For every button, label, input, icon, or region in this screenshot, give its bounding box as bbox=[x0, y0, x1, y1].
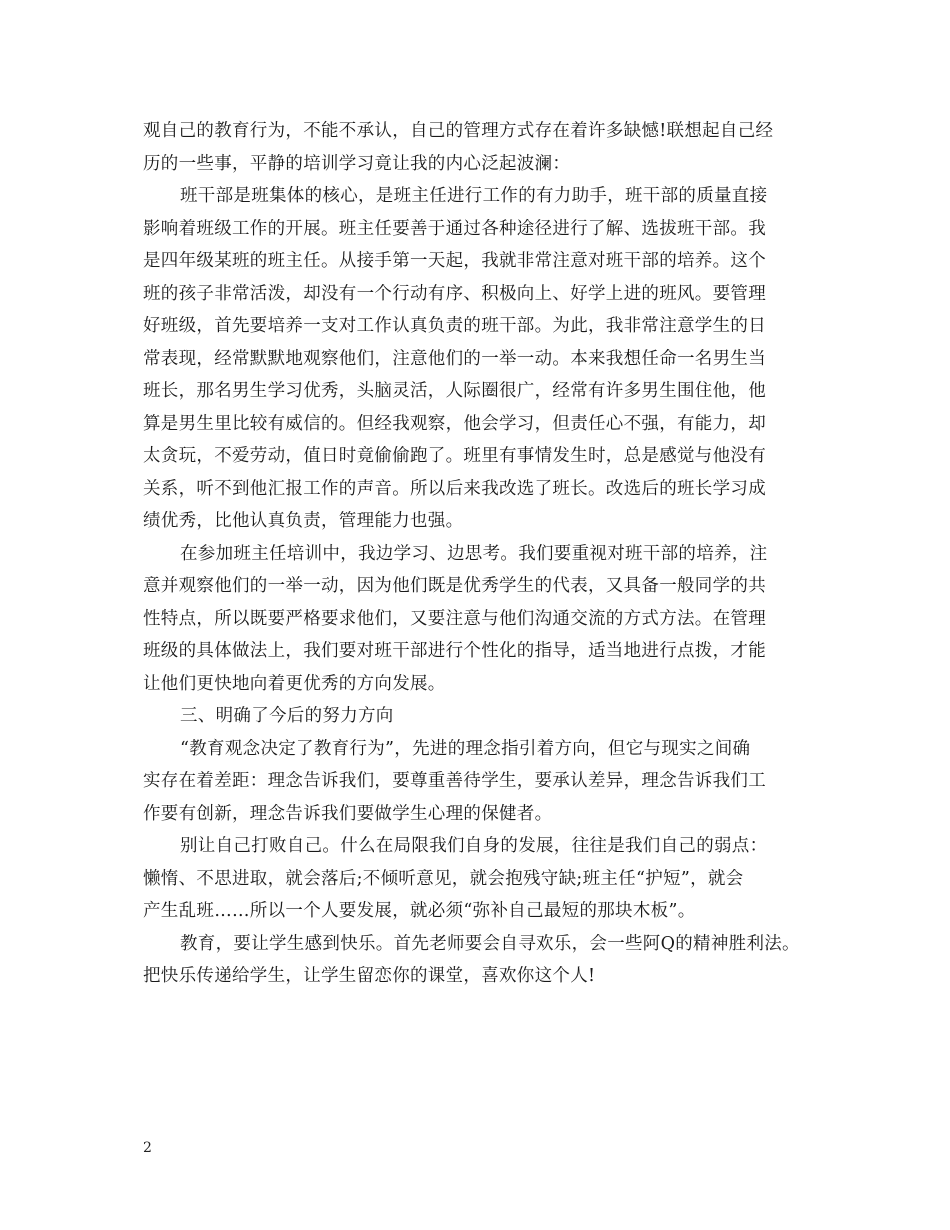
text-line: 性特点，所以既要严格要求他们，又要注意与他们沟通交流的方式方法。在管理 bbox=[143, 608, 766, 629]
text-line: 别让自己打败自己。什么在局限我们自身的发展，往往是我们自己的弱点： bbox=[180, 836, 768, 856]
text-line: 教育，要让学生感到快乐。首先老师要会自寻欢乐，会一些阿Q的精神胜利法。 bbox=[180, 933, 800, 954]
text-line: 在参加班主任培训中，我边学习、边思考。我们要重视对班干部的培养，注 bbox=[180, 543, 768, 564]
text-line: 班长，那名男生学习优秀，头脑灵活，人际圈很广，经常有许多男生围住他，他 bbox=[143, 381, 766, 401]
text-line: 三、明确了今后的努力方向 bbox=[180, 706, 394, 726]
text-line: 作要有创新，理念告诉我们要做学生心理的保健者。 bbox=[143, 803, 553, 824]
body-text bbox=[143, 115, 843, 993]
page-number: 2 bbox=[143, 1140, 152, 1156]
text-line: 影响着班级工作的开展。班主任要善于通过各种途径进行了解、选拔班干部。我 bbox=[143, 218, 766, 239]
text-line: 实存在着差距：理念告诉我们，要尊重善待学生，要承认差异，理念告诉我们工 bbox=[143, 771, 766, 791]
text-line: 把快乐传递给学生，让学生留恋你的课堂，喜欢你这个人! bbox=[143, 966, 596, 986]
text-line: 是四年级某班的班主任。从接手第一天起，我就非常注意对班干部的培养。这个 bbox=[143, 251, 766, 271]
text-line: 懒惰、不思进取，就会落后;不倾听意见，就会抱残守缺;班主任“护短”，就会 bbox=[143, 868, 744, 889]
text-line: 班干部是班集体的核心，是班主任进行工作的有力助手，班干部的质量直接 bbox=[180, 186, 768, 206]
text-line: 让他们更快地向着更优秀的方向发展。 bbox=[143, 673, 446, 694]
text-line: 常表现，经常默默地观察他们，注意他们的一举一动。本来我想任命一名男生当 bbox=[143, 348, 766, 369]
text-line: 太贪玩，不爱劳动，值日时竟偷偷跑了。班里有事情发生时，总是感觉与他没有 bbox=[143, 446, 766, 466]
text-line: “教育观念决定了教育行为”，先进的理念指引着方向，但它与现实之间确 bbox=[180, 738, 751, 759]
text-line: 班级的具体做法上，我们要对班干部进行个性化的指导，适当地进行点拨，才能 bbox=[143, 641, 766, 661]
text-line: 关系，听不到他汇报工作的声音。所以后来我改选了班长。改选后的班长学习成 bbox=[143, 478, 766, 499]
text-line: 产生乱班……所以一个人要发展，就必须“弥补自己最短的那块木板”。 bbox=[143, 901, 696, 921]
text-line: 算是男生里比较有威信的。但经我观察，他会学习，但责任心不强，有能力，却 bbox=[143, 413, 766, 434]
text-line: 观自己的教育行为，不能不承认，自己的管理方式存在着许多缺憾!联想起自己经 bbox=[143, 121, 774, 141]
text-line: 班的孩子非常活泼，却没有一个行动有序、积极向上、好学上进的班风。要管理 bbox=[143, 283, 766, 304]
text-line: 好班级，首先要培养一支对工作认真负责的班干部。为此，我非常注意学生的日 bbox=[143, 316, 766, 336]
text-line: 历的一些事，平静的培训学习竟让我的内心泛起波澜： bbox=[143, 153, 571, 174]
text-line: 意并观察他们的一举一动，因为他们既是优秀学生的代表，又具备一般同学的共 bbox=[143, 576, 766, 596]
text-line: 绩优秀，比他认真负责，管理能力也强。 bbox=[143, 511, 464, 531]
